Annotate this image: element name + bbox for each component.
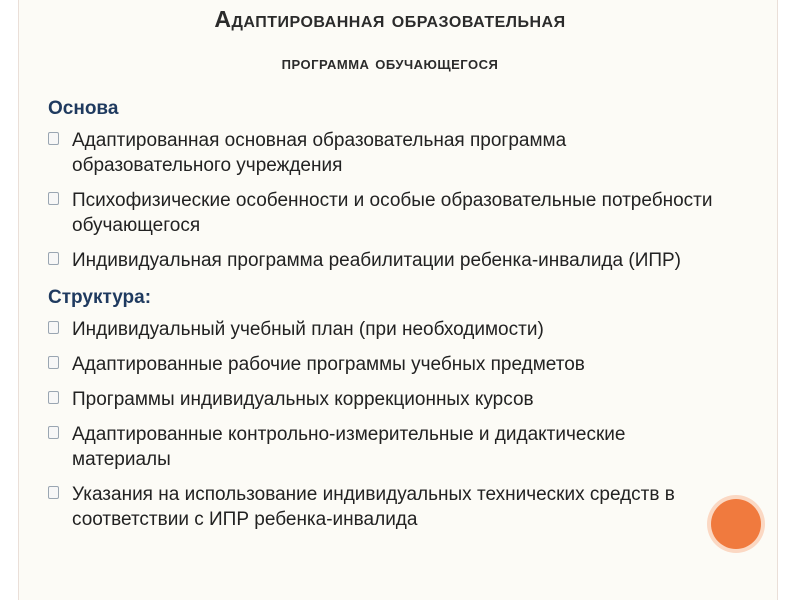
list-item <box>48 317 728 342</box>
list-item <box>48 422 728 472</box>
bullet-icon <box>48 192 59 205</box>
right-border-line <box>777 0 778 600</box>
bullet-icon <box>48 356 59 369</box>
list-item <box>48 128 728 178</box>
list-item-text: Адаптированные рабочие программы учебных предметов <box>72 354 585 375</box>
list-item <box>48 482 728 532</box>
list-item <box>48 248 728 273</box>
bullet-icon <box>48 391 59 404</box>
bullet-icon <box>48 486 59 499</box>
list-item-text: Индивидуальная программа реабилитации ребенка-инвалида (ИПР) <box>72 250 682 271</box>
list-item-text: Психофизические особенности и особые образовательные потребности обучающегося <box>72 190 713 236</box>
slide-content <box>48 96 728 542</box>
list-item-text: Индивидуальный учебный план (при необходимости) <box>72 319 544 340</box>
list-item <box>48 352 728 377</box>
list-item-text: Программы индивидуальных коррекционных курсов <box>72 389 534 410</box>
list-item-text: Адаптированная основная образовательная программа образовательного учреждения <box>72 130 567 176</box>
bullet-icon <box>48 321 59 334</box>
slide-title-line-2: программа обучающегося <box>281 53 499 74</box>
section-heading-structure: Структура: <box>48 287 152 308</box>
list-item-text: Указания на использование индивидуальных технических средств в соответствии с ИПР ребенка-инвалида <box>72 484 675 530</box>
list-item <box>48 387 728 412</box>
list-item <box>48 188 728 238</box>
section-heading-basis: Основа <box>48 98 119 119</box>
bullet-icon <box>48 252 59 265</box>
orange-circle-icon <box>711 499 761 549</box>
bullet-icon <box>48 132 59 145</box>
list-item-text: Адаптированные контрольно-измерительные и дидактические материалы <box>72 424 626 470</box>
left-border-line <box>18 0 19 600</box>
slide-title-line-1: Адаптированная образовательная <box>214 6 566 32</box>
bullet-icon <box>48 426 59 439</box>
